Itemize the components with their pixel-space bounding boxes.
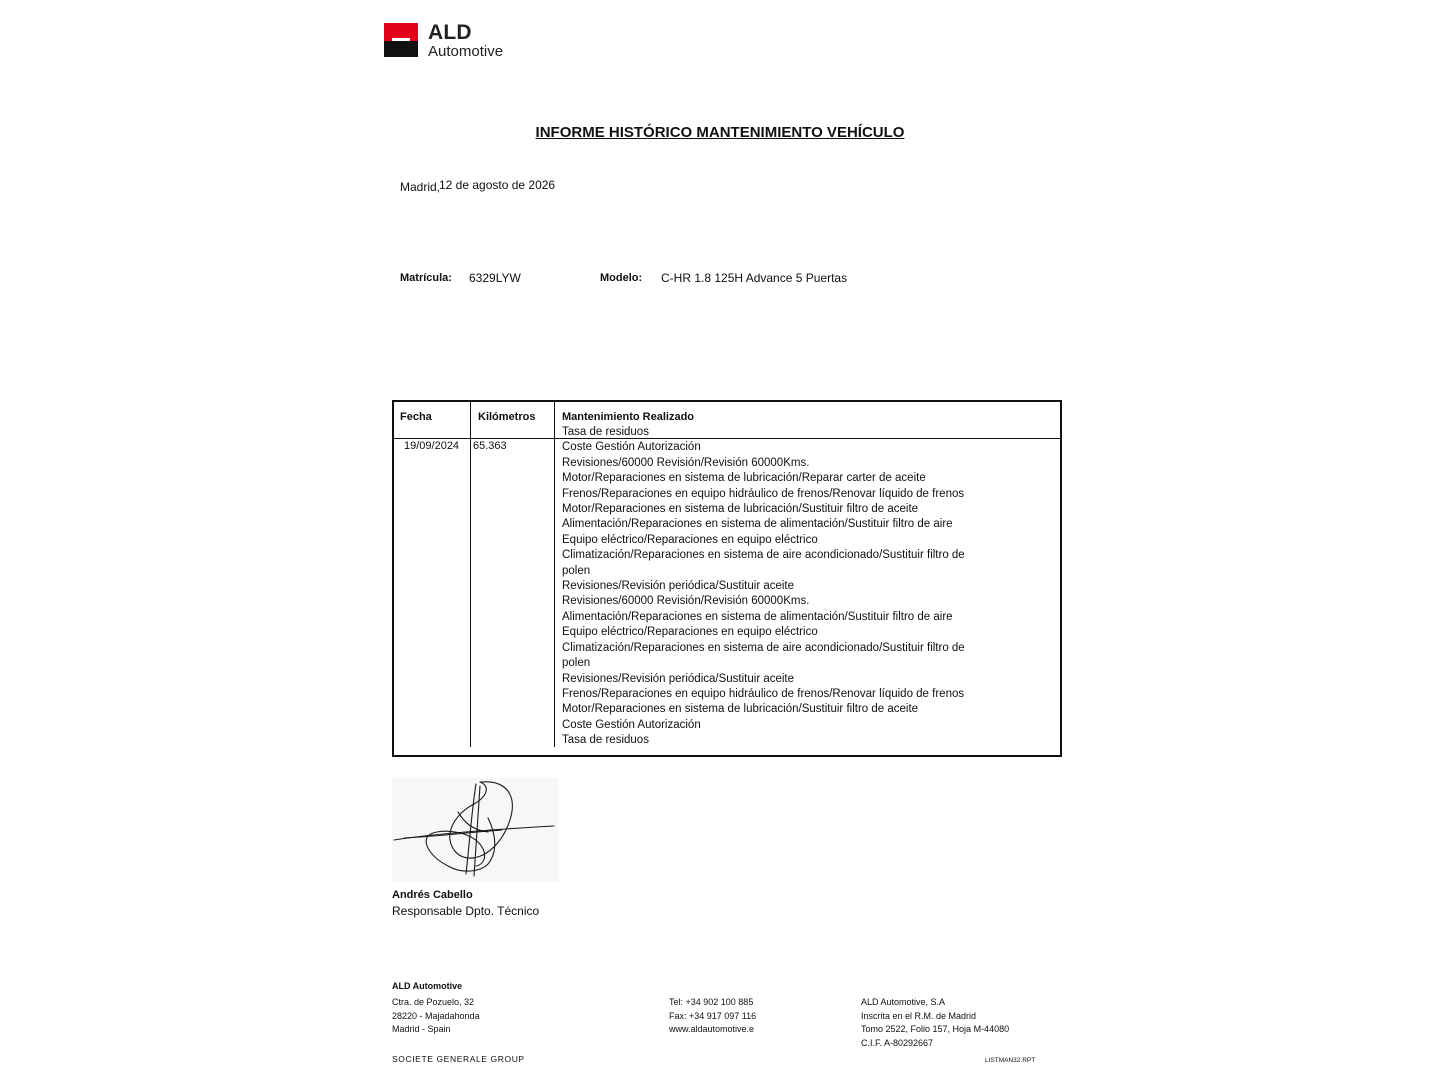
footer-phone: Tel: +34 902 100 885 [669, 997, 754, 1007]
maintenance-item: Frenos/Reparaciones en equipo hidráulico de frenos/Renovar líquido de frenos [562, 487, 965, 500]
report-code: LISTMAN32.RPT [985, 1057, 1036, 1064]
maintenance-item: Revisiones/60000 Revisión/Revisión 60000Kms. [562, 456, 810, 469]
maintenance-item: Equipo eléctrico/Reparaciones en equipo eléctrico [562, 533, 818, 546]
maintenance-table [392, 400, 1062, 757]
footer-legal-line: Tomo 2522, Folio 157, Hoja M-44080 [861, 1024, 1010, 1035]
maintenance-item: Revisiones/60000 Revisión/Revisión 60000Kms. [562, 595, 810, 608]
row-date: 19/09/2024 [404, 440, 460, 452]
column-divider [554, 402, 555, 747]
logo-text-automotive: Automotive [428, 43, 504, 60]
header-maintenance: Mantenimiento Realizado [562, 411, 695, 423]
maintenance-item: polen [562, 657, 591, 670]
maintenance-item: Revisiones/Revisión periódica/Sustituir aceite [562, 580, 795, 593]
plate-label: Matrícula: [400, 272, 452, 284]
ald-automotive-logo [384, 22, 512, 60]
footer-address-line: Ctra. de Pozuelo, 32 [392, 997, 475, 1007]
footer-website: www.aldautomotive.e [669, 1024, 755, 1035]
footer-legal-line: C.I.F. A-80292667 [861, 1037, 934, 1048]
footer-address [392, 996, 480, 1037]
footer-group: SOCIETE GENERALE GROUP [392, 1054, 525, 1064]
maintenance-item: Frenos/Reparaciones en equipo hidráulico de frenos/Renovar líquido de frenos [562, 687, 965, 700]
footer-fax: Fax: +34 917 097 116 [669, 1010, 757, 1021]
maintenance-item: Alimentación/Reparaciones en sistema de alimentación/Sustituir filtro de aire [562, 610, 953, 623]
footer-company: ALD Automotive [392, 981, 463, 991]
maintenance-item: Coste Gestión Autorización [562, 441, 701, 454]
maintenance-item: Motor/Reparaciones en sistema de lubricación/Sustituir filtro de aceite [562, 503, 919, 516]
maintenance-item: Motor/Reparaciones en sistema de lubricación/Reparar carter de aceite [562, 472, 926, 485]
logo-text-ald: ALD [428, 21, 472, 44]
footer-legal-line: ALD Automotive, S.A [861, 997, 946, 1007]
report-date: 12 de agosto de 2026 [439, 178, 556, 192]
maintenance-item: Climatización/Reparaciones en sistema de aire acondicionado/Sustituir filtro de [562, 641, 965, 654]
report-title: INFORME HISTÓRICO MANTENIMIENTO VEHÍCULO [535, 124, 905, 141]
footer-address-line: 28220 - Majadahonda [392, 1010, 480, 1021]
footer-legal [861, 996, 1009, 1050]
header-km: Kilómetros [478, 411, 536, 423]
maintenance-item: Equipo eléctrico/Reparaciones en equipo eléctrico [562, 626, 818, 639]
maintenance-item: polen [562, 564, 591, 577]
signatory-role: Responsable Dpto. Técnico [392, 904, 540, 918]
header-date: Fecha [400, 411, 432, 423]
maintenance-item: Tasa de residuos [562, 426, 649, 438]
plate-value: 6329LYW [469, 271, 521, 285]
place-label: Madrid, [400, 180, 441, 194]
maintenance-item: Alimentación/Reparaciones en sistema de alimentación/Sustituir filtro de aire [562, 518, 953, 531]
footer-contact [669, 996, 756, 1037]
maintenance-item: Climatización/Reparaciones en sistema de aire acondicionado/Sustituir filtro de [562, 549, 965, 562]
maintenance-list [562, 425, 965, 749]
row-km: 65.363 [473, 440, 507, 452]
maintenance-item: Revisiones/Revisión periódica/Sustituir aceite [562, 672, 795, 685]
footer-legal-line: Inscrita en el R.M. de Madrid [861, 1010, 977, 1021]
signature-image [392, 778, 558, 882]
maintenance-item: Coste Gestión Autorización [562, 718, 701, 731]
maintenance-item: Tasa de residuos [562, 734, 649, 747]
model-label: Modelo: [600, 272, 643, 284]
footer-address-line: Madrid - Spain [392, 1024, 451, 1035]
logo-mark-icon [384, 23, 418, 57]
signatory-name: Andrés Cabello [392, 889, 473, 901]
signature-icon [392, 778, 558, 882]
column-divider [470, 402, 471, 747]
model-value: C-HR 1.8 125H Advance 5 Puertas [661, 271, 848, 285]
maintenance-item: Motor/Reparaciones en sistema de lubricación/Sustituir filtro de aceite [562, 703, 919, 716]
